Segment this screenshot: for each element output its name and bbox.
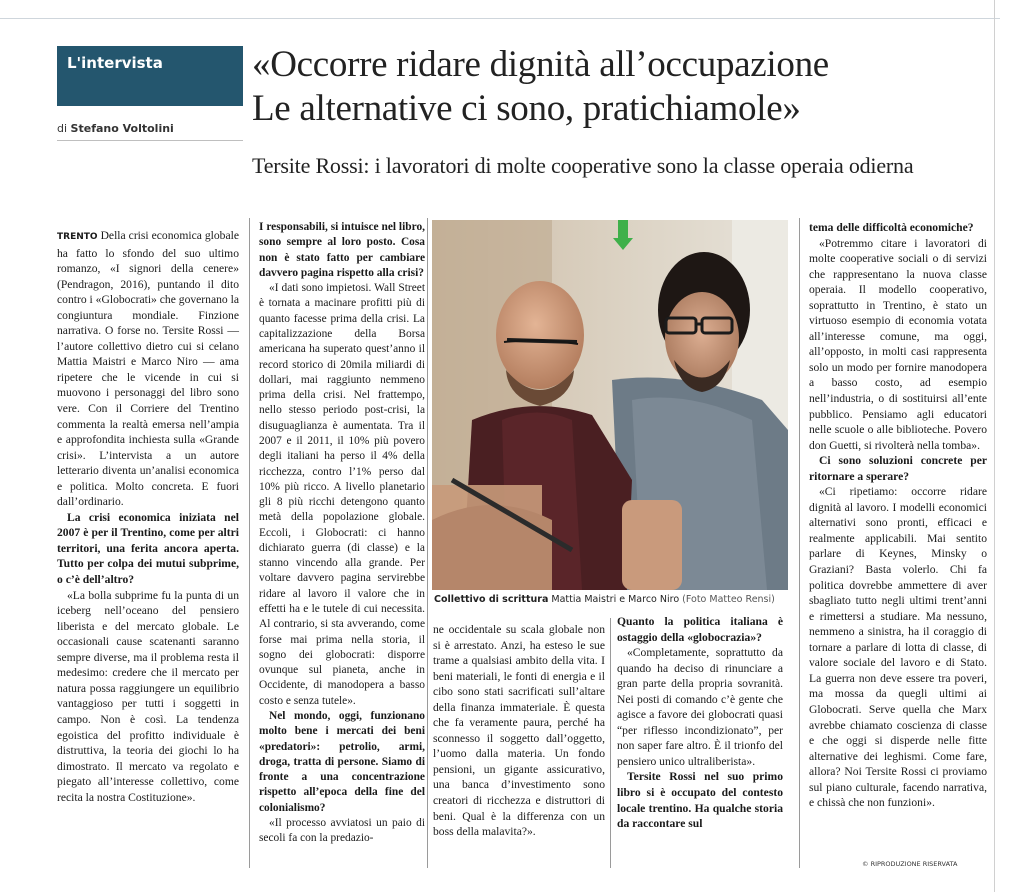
- dateline: TRENTO: [57, 232, 98, 242]
- article-column-4: [617, 614, 783, 832]
- top-rule: [0, 18, 1000, 19]
- answer: «Il processo avviatosi un paio di secoli fa con la predazio-: [259, 816, 425, 845]
- column-separator: [249, 218, 250, 868]
- page-edge-rule: [994, 0, 995, 892]
- answer: «Potremmo citare i lavoratori di molte cooperative sociali o di servizi che rappresentano la nuova classe operaia. Il modello cooperativo, soprattutto in Trentino, è stato un virtuoso esempio di economia votata all’interesse comune, ma oggi, all’opposto, in molti casi rappresenta solo un modo per fornire manodopera a basso costo, ad esempio nell’industria, o di sostituirsi all’ente pubblico. Pensiamo agli educatori nelle scuole o alle biblioteche. Povero don Guetti, si rivolterà nella tomba».: [809, 236, 987, 452]
- copyright-notice: © RIPRODUZIONE RISERVATA: [862, 860, 958, 868]
- paragraph: [57, 228, 239, 510]
- headline-line-2: Le alternative ci sono, pratichiamole»: [252, 88, 801, 129]
- question: tema delle difficoltà economiche?: [809, 221, 974, 234]
- column-separator: [427, 218, 428, 868]
- article-column-1: [57, 228, 239, 805]
- article-column-3: [433, 622, 605, 840]
- photo-caption: [434, 594, 790, 605]
- photo-credit: (Foto Matteo Rensi): [682, 594, 775, 605]
- question: Quanto la politica italiana è ostaggio della «globocrazia»?: [617, 615, 783, 644]
- caption-text: Mattia Maistri e Marco Niro: [551, 594, 680, 605]
- article-column-5: [809, 220, 987, 811]
- answer: «Completamente, soprattutto da quando ha deciso di rinunciare a gran parte della propria sovranità. Nei posti di comando c’è gente che agisce a favore dei globocrati quasi “per riflesso incondizionato”, per non saper fare altro. È il trionfo del pensiero unico ultraliberista».: [617, 646, 783, 768]
- answer: «I dati sono impietosi. Wall Street è tornata a macinare profitti più di quanto facesse prima della crisi. La capitalizzazione della Borsa americana ha superato quest’anno il record storico di 20mila miliardi di dollari, mai raggiunto nemmeno prima della crisi. Nel frattempo, nello stesso periodo post-crisi, la disuguaglianza è aumentata. Tra il 2007 e il 2011, il 10% più povero degli italiani ha perso il 4% della ricchezza, contro l’1% perso dal 10% più ricco. A livello planetario gli 8 più ricchi detengono quanto metà della popolazione globale. Eccoli, i Globocrati: ci hanno dichiarato guerra (di classe) e la stanno vincendo alla grande. Per voltare davvero pagina servirebbe ridare al lavoro il valore che in effetti ha e le tutele di cui necessita. Al contrario, si sta avverando, come forse mai prima nella storia, il sogno dei globocrati: disporre ovunque sul pianeta, anche in Occidente, di manodopera a basso costo e senza tutele».: [259, 282, 425, 707]
- photo-illustration: [432, 220, 788, 590]
- column-separator: [799, 218, 800, 868]
- question: Ci sono soluzioni concrete per ritornare a sperare?: [809, 454, 987, 483]
- question: I responsabili, si intuisce nel libro, sono sempre al loro posto. Cosa non è stato fatto per cambiare davvero pagina rispetto alla crisi?: [259, 221, 425, 279]
- answer: «Ci ripetiamo: occorre ridare dignità al lavoro. I modelli economici alternativi sono pronti, efficaci e realmente applicabili. Mai sentito parlare di Keynes, Minsky o Graziani? Basta volerlo. Chi fa politica dovrebbe ammettere di aver sbagliato tutto negli ultimi trent’anni e rimettersi a studiare. Ma nessuno, nemmeno a sinistra, ha il coraggio di tornare a parlare di lotta di classe, di valore sociale del lavoro e di Stato. La guerra non deve essere tra poveri, ma mossa da quegli ultimi ai Globocrati. Serve quella che Marx avrebbe chiamato coscienza di classe e che oggi si disperde nelle fitte alternative dei leghismi. Come fare, allora? Noi Tersite Rossi ci proviamo sul piano culturale, facendo narrativa, e chissà che non funzioni».: [809, 485, 987, 810]
- question: Tersite Rossi nel suo primo libro si è occupato del contesto locale trentino. Ha qualche storia da raccontare sul: [617, 770, 783, 831]
- caption-label: Collettivo di scrittura: [434, 594, 549, 605]
- byline-author: Stefano Voltolini: [70, 122, 174, 135]
- column-separator: [610, 618, 611, 868]
- question: Nel mondo, oggi, funzionano molto bene i mercati dei beni «predatori»: petrolio, armi, droga, tratta di persone. Siamo di fronte a una concentrazione rispetto all’epoca della fine del colonialismo?: [259, 710, 425, 814]
- answer: «La bolla subprime fu la punta di un iceberg nell’oceano del pensiero liberista e del mercato globale. Le occasionali cause scatenanti saranno sempre diverse, ma il problema resta il medesimo: credere che il mercato per natura possa raggiungere un equilibrio vantaggioso per tutti i soggetti in campo. Non è così. La tendenza egoistica del profitto individuale è distruttiva, la teoria dei giochi lo ha dimostrato. Il mercato va regolato e piegato all’interesse collettivo, come recita la nostra Costituzione».: [57, 588, 239, 804]
- byline-prefix: di: [57, 122, 68, 135]
- subtitle: Tersite Rossi: i lavoratori di molte cooperative sono la classe operaia odierna: [252, 153, 914, 178]
- section-rubric: L'intervista: [57, 46, 243, 106]
- byline: [57, 122, 243, 141]
- intro-text: Della crisi economica globale ha fatto lo sfondo del suo ultimo romanzo, «I signori della cenere» (Pendragon, 2016), puntando il dito contro i «Globocrati» che governano la congiuntura mondiale. Finzione narrativa. O forse no. Tersite Rossi — l’autore collettivo dietro cui si celano Mattia Maistri e Marco Niro — ama ripetere che le vicende in cui si muovono i personaggi del libro sono vere. Con il Corriere del Trentino commenta la realtà emersa nell’ampia e approfondita inchiesta sulla «Grande crisi». L’intervista a un autore letterario diventa un’analisi economica e politica. Molto concreta. E fuori dall’ordinario.: [57, 229, 239, 509]
- article-column-2: [259, 220, 425, 847]
- headline-line-1: «Occorre ridare dignità all’occupazione: [252, 44, 829, 85]
- question: La crisi economica iniziata nel 2007 è per il Trentino, come per altri territori, una ferita ancora aperta. Tutto per colpa dei mutui subprime, o c’è dell’altro?: [57, 510, 239, 587]
- article-photo: [432, 220, 788, 590]
- headline: [252, 43, 992, 131]
- answer: ne occidentale su scala globale non si è arrestato. Anzi, ha esteso le sue trame a qualsiasi ambito della vita. I beni materiali, le fonti di energia e il cibo sono stati sacrificati sull’altare della finanza immateriale. È questa che fa veramente paura, perché ha sconnesso il soggetto dall’oggetto, l’uomo dalla materia. Un fondo pensioni, un gigante assicurativo, una banca d’investimento sono creatori di ricchezza e distruttori di beni. Qual è la differenza con un boss della malavita?».: [433, 623, 605, 839]
